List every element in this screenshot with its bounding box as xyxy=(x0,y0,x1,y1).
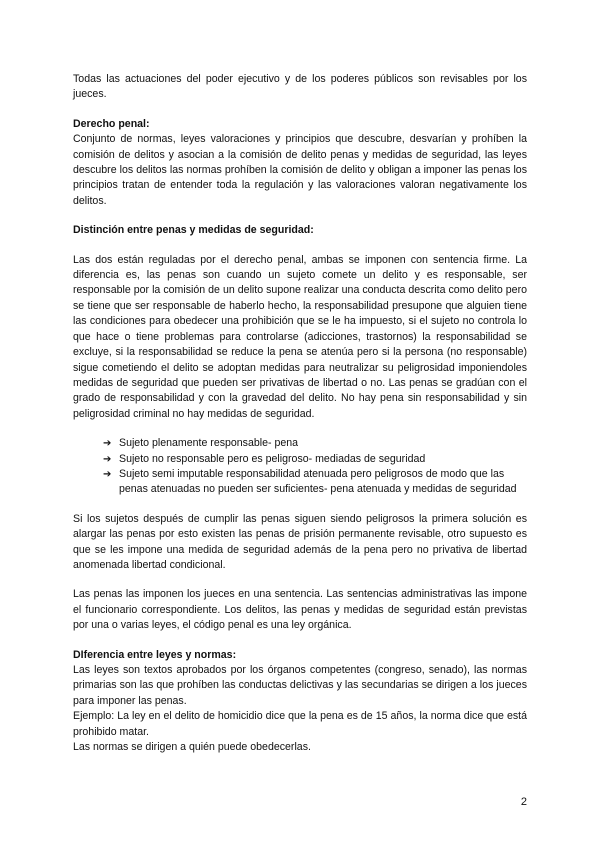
list-item xyxy=(103,467,527,498)
spacer xyxy=(73,209,527,223)
ejemplo-paragraph: Ejemplo: La ley en el delito de homicidio dice que la pena es de 15 años, la norma dice que está prohibido matar. xyxy=(73,710,527,738)
penas-jueces-paragraph: Las penas las imponen los jueces en una sentencia. Las sentencias administrativas las impone el funcionario correspondiente. Los delitos, las penas y medidas de seguridad están previstas por una o varias leyes, el código penal es una ley orgánica. xyxy=(73,588,527,632)
spacer xyxy=(73,239,527,253)
bullet-list xyxy=(73,436,527,498)
diferencia-paragraph: Las leyes son textos aprobados por los órganos competentes (congreso, senado), las normas primarias son las que prohíben las conductas delictivas y las secundarias se dirigen a los jueces para imponer las penas. xyxy=(73,664,527,707)
intro-paragraph: Todas las actuaciones del poder ejecutivo y de los poderes públicos son revisables por los jueces. xyxy=(73,73,527,101)
spacer xyxy=(73,573,527,587)
document-page xyxy=(73,72,527,755)
spacer xyxy=(73,634,527,648)
list-item-text: Sujeto no responsable pero es peligroso- mediadas de seguridad xyxy=(119,452,426,465)
heading-distincion: Distinción entre penas y medidas de seguridad: xyxy=(73,224,314,237)
arrow-right-icon: ➔ xyxy=(103,453,112,465)
page-number: 2 xyxy=(520,796,527,808)
heading-diferencia: DIferencia entre leyes y normas: xyxy=(73,648,237,661)
derecho-penal-paragraph: Conjunto de normas, leyes valoraciones y principios que descubre, desvarían y prohíben la comisión de delitos y asocian a la comisión de delito penas y medidas de seguridad, las leyes descubre los delitos las normas prohíben la comisión de delito y obligan a imponer las penas los principios tratan de entender toda la regulación y las valoraciones valoran negativamente los delitos. xyxy=(73,133,527,207)
list-item-text: Sujeto plenamente responsable- pena xyxy=(119,437,299,450)
spacer xyxy=(73,103,527,117)
normas-closing-paragraph: Las normas se dirigen a quién puede obedecerlas. xyxy=(73,741,311,754)
list-item xyxy=(103,436,527,451)
list-item xyxy=(103,452,527,467)
spacer xyxy=(73,422,527,436)
list-item-text: Sujeto semi imputable responsabilidad atenuada pero peligrosos de modo que las penas atenuadas no pueden ser suficientes- pena atenuada y medidas de seguridad xyxy=(119,467,517,496)
heading-derecho-penal: Derecho penal: xyxy=(73,117,150,130)
distincion-paragraph: Las dos están reguladas por el derecho penal, ambas se imponen con sentencia firme. La diferencia es, las penas son cuando un sujeto comete un delito y es responsable, ser responsable por la comisión de un delito supone realizar una conducta descrita como delito pero se tiene que ser responsable de haberlo hecho, la responsabilidad presupone que alguien tiene las condiciones para obedecer una prohibición que se le ha impuesto, si el sujeto no controla lo que hace o tiene problemas para controlarse (adicciones, trastornos) la responsabilidad se excluye, si la responsabilidad se reduce la pena se atenúa pero si la persona (no responsable) sigue cometiendo el delito se adoptan medidas para neutralizar su peligrosidad imponiendoles medidas de seguridad que pueden ser privativas de libertad o no. Las penas se gradúan con el grado de responsabilidad y con la gravedad del delito. No hay pena sin responsabilidad y sin peligrosidad criminal no hay medidas de seguridad. xyxy=(73,253,527,420)
arrow-right-icon: ➔ xyxy=(103,438,112,450)
spacer xyxy=(73,498,527,512)
penas-peligrosos-paragraph: Si los sujetos después de cumplir las penas siguen siendo peligrosos la primera solución es alargar las penas por esto existen las penas de prisión permanente revisable, otro supuesto es que se les impone una medida de seguridad además de la pena pero no privativa de libertad anomenada libertad condicional. xyxy=(73,512,527,571)
arrow-right-icon: ➔ xyxy=(103,468,112,480)
